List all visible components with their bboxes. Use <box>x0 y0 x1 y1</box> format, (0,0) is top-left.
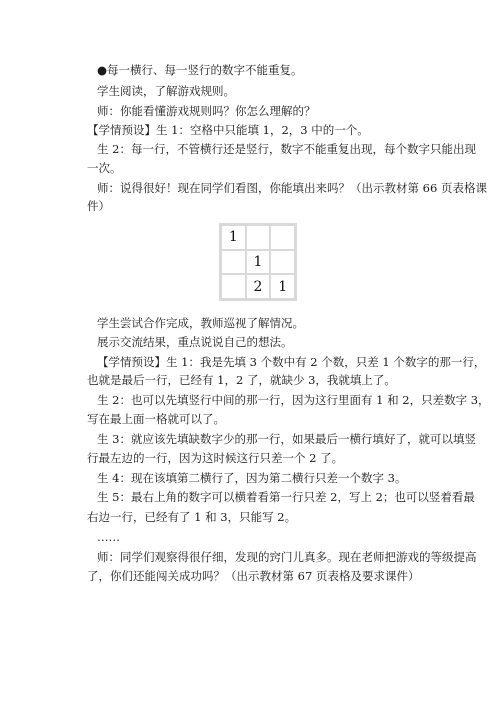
teacher-prompt-continued-line: 件） <box>87 199 110 213</box>
student-5-answer-line: 生 5：最右上角的数字可以横着看第一行只差 2，写上 2；也可以竖着看最 <box>97 490 475 504</box>
grid-cell <box>221 250 246 275</box>
grid-cell <box>246 225 271 250</box>
share-results-line: 展示交流结果，重点说说自己的想法。 <box>97 335 293 349</box>
grid-cell: 1 <box>246 250 271 275</box>
grid-cell <box>270 250 295 275</box>
student-2-answer-line: 生 2：也可以先填竖行中间的那一行，因为这行里面有 1 和 2，只差数字 3， <box>97 393 490 407</box>
grid-cell: 1 <box>270 274 295 299</box>
preset-student-1-answer-continued-line: 也就是最后一行，已经有 1，2 了，就缺少 3，我就填上了。 <box>87 373 396 387</box>
student-read-line: 学生阅读，了解游戏规则。 <box>97 84 235 98</box>
sudoku-grid <box>219 223 297 301</box>
student-2-continued-line: 一次。 <box>87 161 122 175</box>
student-4-answer-line: 生 4：现在该填第二横行了，因为第二横行只差一个数字 3。 <box>97 471 407 485</box>
ellipsis-line: …… <box>97 530 120 544</box>
preset-student-1-line: 【学情预设】生 1：空格中只能填 1，2，3 中的一个。 <box>87 123 369 137</box>
student-try-line: 学生尝试合作完成，教师巡视了解情况。 <box>97 316 304 330</box>
teacher-level-up-continued-line: 了，你们还能闯关成功吗？（出示教材第 67 页表格及要求课件） <box>87 569 420 583</box>
grid-cell <box>221 274 246 299</box>
student-5-answer-continued-line: 右边一行，已经有了 1 和 3，只能写 2。 <box>87 510 297 524</box>
teacher-question-line: 师：你能看懂游戏规则吗？你怎么理解的？ <box>97 104 316 118</box>
student-3-answer-continued-line: 行最左边的一行，因为这时候这行只差一个 2 了。 <box>87 451 344 465</box>
teacher-level-up-line: 师：同学们观察得很仔细，发现的窍门儿真多。现在老师把游戏的等级提高 <box>97 550 477 564</box>
rule-line: ●每一横行、每一竖行的数字不能重复。 <box>97 63 303 77</box>
student-2-answer-continued-line: 写在最上面一格就可以了。 <box>87 412 225 426</box>
grid-cell: 1 <box>221 225 246 250</box>
preset-student-1-answer-line: 【学情预设】生 1：我是先填 3 个数中有 2 个数，只差 1 个数字的那一行， <box>97 355 486 369</box>
student-2-line: 生 2：每一行，不管横行还是竖行，数字不能重复出现，每个数字只能出现 <box>97 142 476 156</box>
grid-cell: 2 <box>246 274 271 299</box>
teacher-prompt-line: 师：说得很好！现在同学们看图，你能填出来吗？（出示教材第 66 页表格课 <box>97 181 487 195</box>
grid-cell <box>270 225 295 250</box>
student-3-answer-line: 生 3：就应该先填缺数字少的那一行，如果最后一横行填好了，就可以填竖 <box>97 432 476 446</box>
